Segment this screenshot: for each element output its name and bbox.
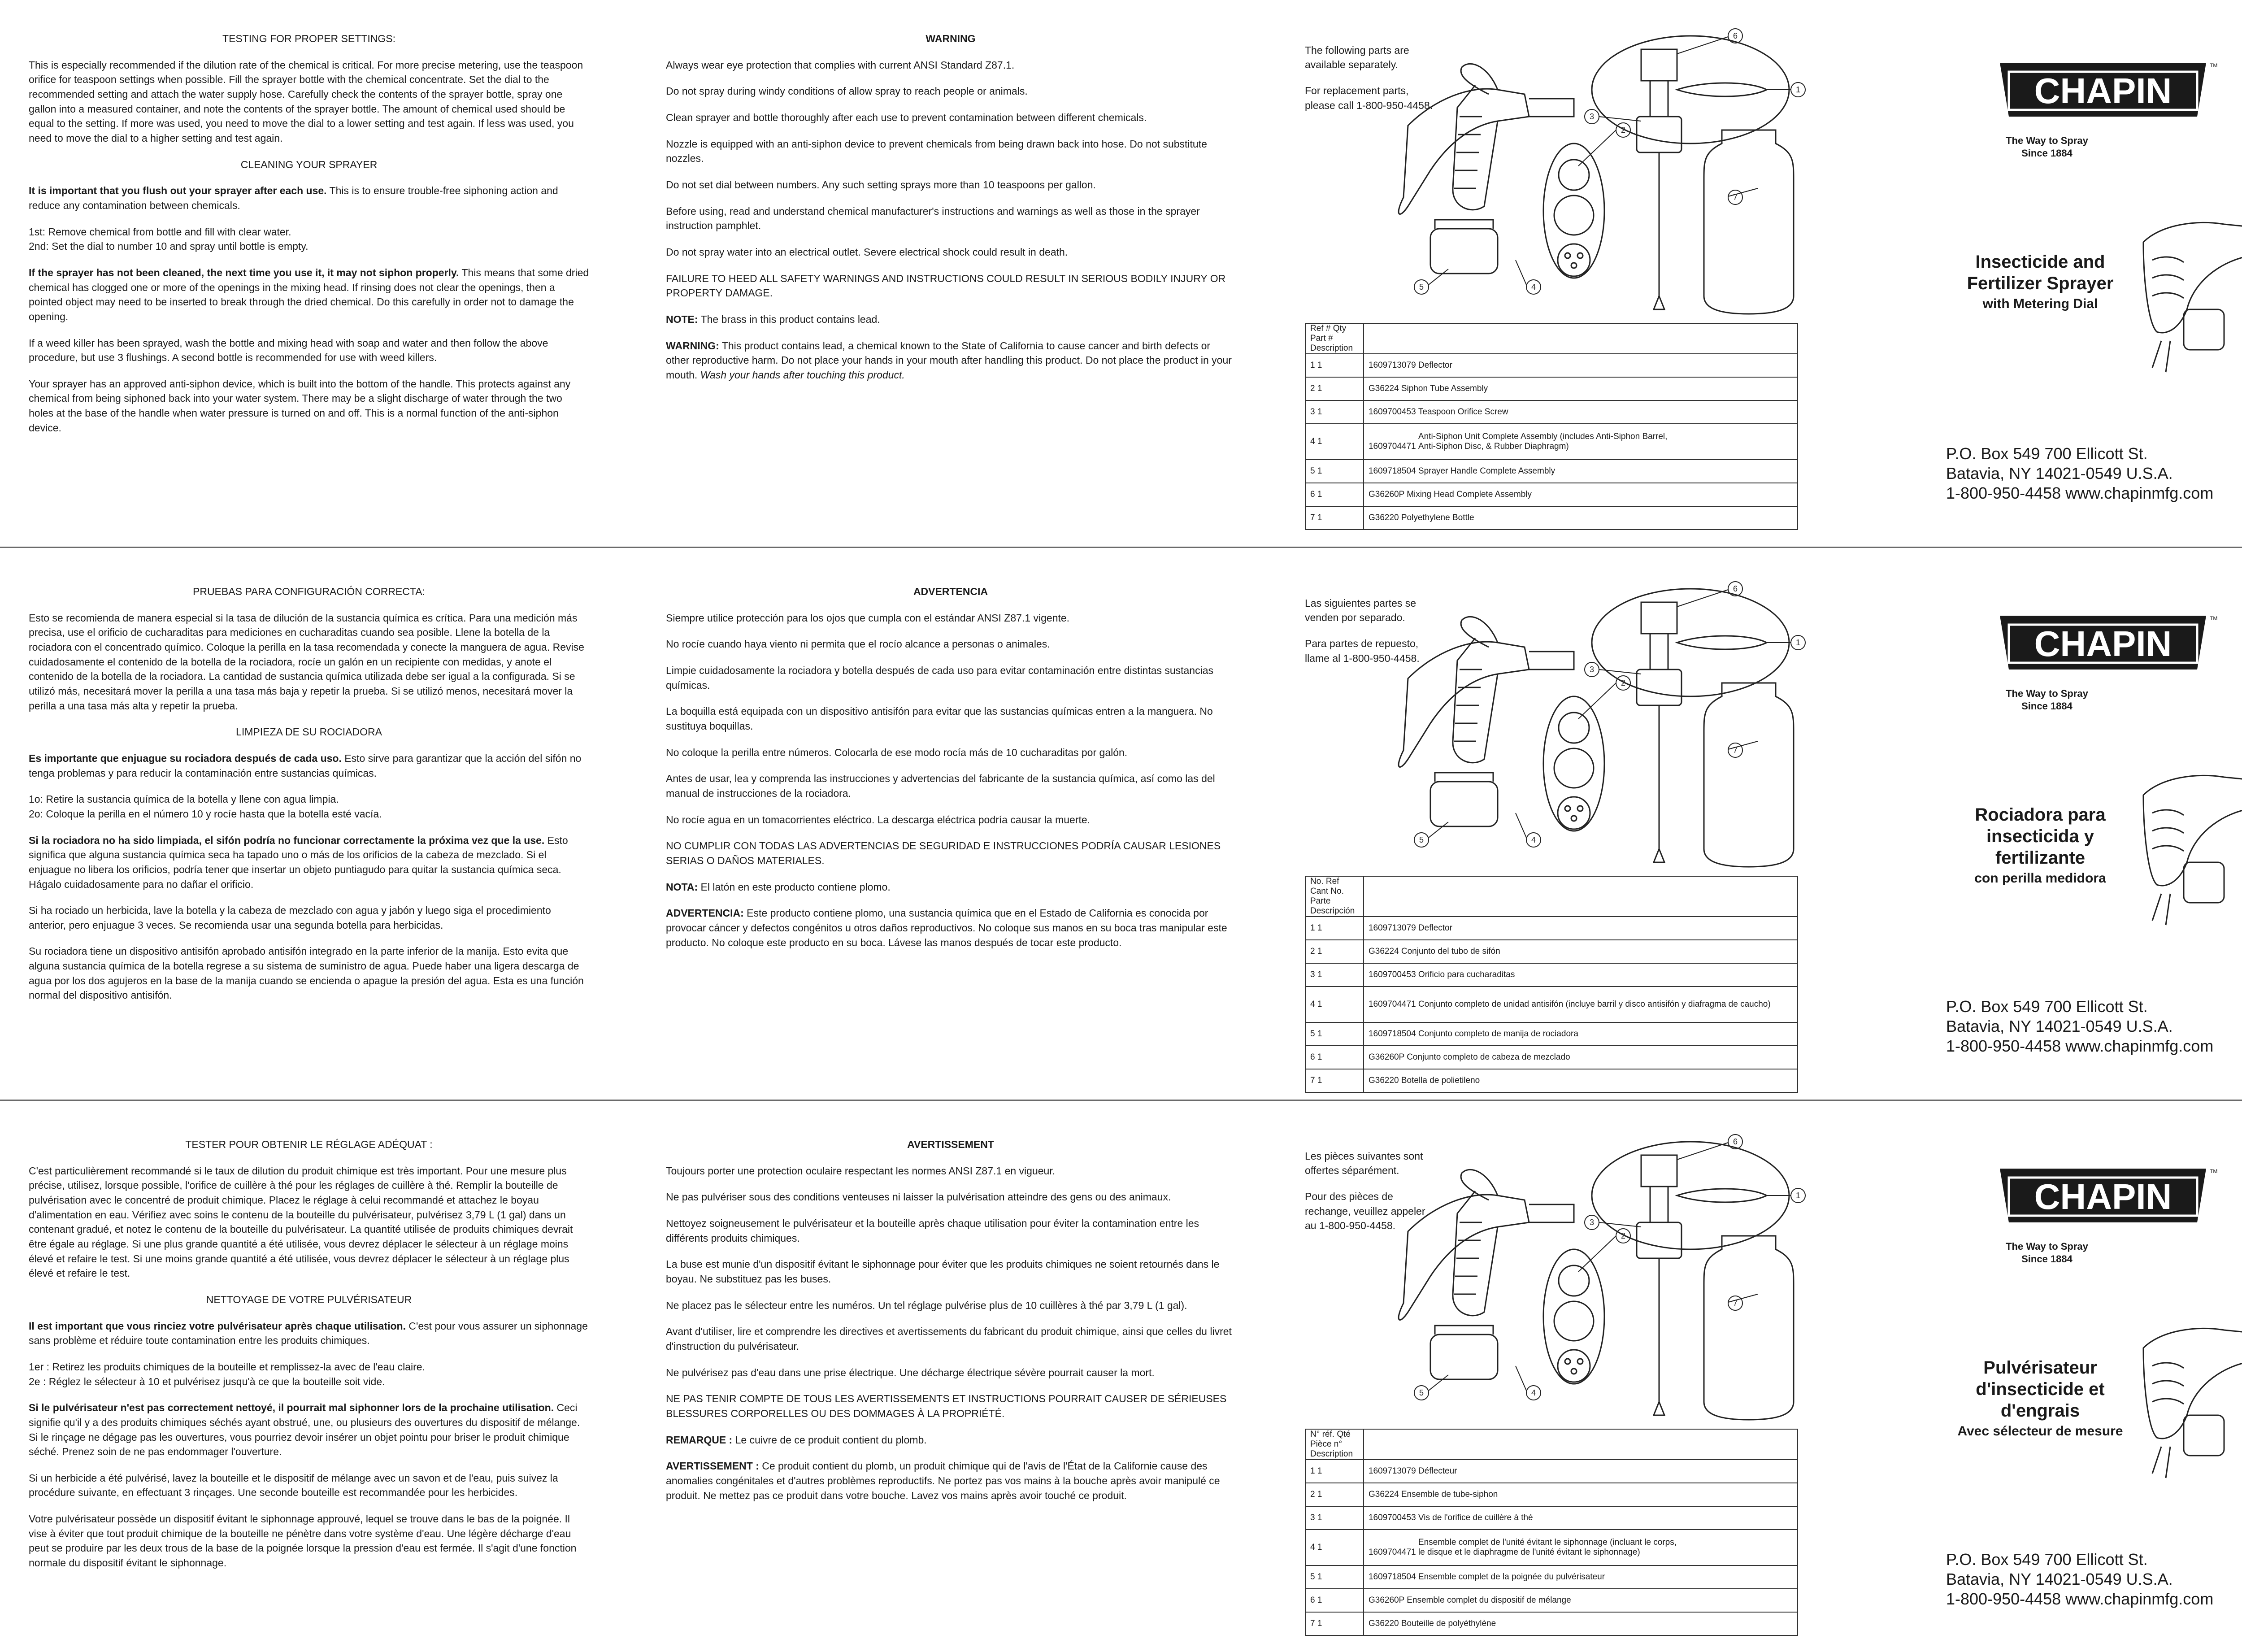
warning-item: NE PAS TENIR COMPTE DE TOUS LES AVERTISSEMENTS ET INSTRUCTIONS POURRAIT CAUSER DE SÉRIEUSES BLESSURES CORPORELLES OU DES DOMMAGES À LA PROPRIÉTÉ. (666, 1393, 1227, 1419)
part-qty: 1 (1317, 1619, 1322, 1628)
logo-wordmark: CHAPIN (2034, 1177, 2172, 1217)
logo-wordmark: CHAPIN (2034, 624, 2172, 664)
callout-4: 4 (1531, 283, 1536, 291)
warning-item: Ne pulvérisez pas d'eau dans une prise électrique. Une décharge électrique sévère pourrait causer la mort. (666, 1366, 1155, 1378)
anti-siphon-paragraph: Votre pulvérisateur possède un dispositif évitant le siphonnage approuvé, lequel se trouve dans le bas de la poignée. Il vise à éviter que tout produit chimique de la bouteille ne pénètre dans votre système d'eau. Une légère décharge d'eau peut se produire par les deux trous de la base de la poignée lorsque la pression d'eau est fermée. Il s'agit d'une fonction normale du dispositif évitant le siphonnage. (29, 1513, 577, 1569)
weed-killer-paragraph: Si un herbicide a été pulvérisé, lavez la bouteille et le dispositif de mélange avec un savon et de l'eau, puis suivez la procédure suivante, en effectuant 3 rinçages. Une seconde bouteille est recommandée pour les herbicides. (29, 1472, 558, 1499)
weed-killer-paragraph: Si ha rociado un herbicida, lave la botella y la cabeza de mezclado con agua y jabón y luego siga el procedimiento anterior, pero enjuague 3 veces. Se recomienda usar una segunda botella para herbicidas. (29, 904, 551, 931)
not-clean-paragraph: Si la rociadora no ha sido limpiada, el sifón podría no funcionar correctamente la próxima vez que la use. Esto significa que alguna sustancia química seca ha tapado uno o más de los orificios de la cabeza de mezclado. Si el enjuague no libera los orificios, podría tener que insertar un objeto puntiagudo para quitar la sustancia química seca. Hágalo cuidadosamente para no dañar el orificio. (29, 834, 568, 890)
part-qty: 1 (1317, 384, 1322, 393)
parts-table-header (1305, 1429, 1798, 1460)
parts-table-row (1305, 424, 1798, 460)
part-ref: 7 (1310, 1076, 1317, 1085)
sprayer-in-hand-illustration (2134, 741, 2242, 1028)
parts-table-row (1305, 1460, 1798, 1483)
product-title: Pulvérisateur d'insecticide et d'engrais (1976, 1358, 2105, 1421)
warning-item: La boquilla está equipada con un dispositivo antisifón para evitar que las sustancias químicas entren a la manguera. No sustituya boquillas. (666, 705, 1213, 732)
parts-table-row (1305, 1046, 1798, 1069)
callout-4: 4 (1531, 1388, 1536, 1397)
part-number: 1609713079 (1368, 361, 1418, 370)
parts-detail-cell (1364, 1612, 1798, 1635)
part-description: Ensemble complet du dispositif de mélange (1407, 1595, 1571, 1605)
trademark-mark: TM (2210, 615, 2218, 622)
parts-phone-text: For replacement parts, please call 1-800-950-4458. (1305, 85, 1433, 111)
callout-1: 1 (1795, 85, 1801, 94)
part-ref: 2 (1310, 1490, 1317, 1499)
exploded-parts-diagram (1381, 27, 1812, 314)
callout-1: 1 (1795, 1191, 1801, 1200)
part-description: Déflecteur (1418, 1466, 1457, 1476)
part-number: G36220 (1368, 1619, 1401, 1628)
part-qty: 1 (1317, 1572, 1322, 1582)
part-ref: 2 (1310, 384, 1317, 393)
parts-ref-cell (1305, 377, 1364, 400)
part-ref: 1 (1310, 1466, 1317, 1476)
warning-item: Do not spray water into an electrical outlet. Severe electrical shock could result in death. (666, 246, 1068, 258)
part-qty: 1 (1317, 361, 1322, 370)
part-qty: 1 (1317, 970, 1322, 979)
part-qty: 1 (1317, 466, 1322, 476)
chapin-logo (1991, 1160, 2218, 1243)
warning-heading: ADVERTENCIA (913, 586, 988, 597)
callout-3: 3 (1589, 1218, 1595, 1227)
part-number: G36220 (1368, 513, 1401, 522)
parts-header-ref-qty: N° réf. Qté Pièce n° Description (1305, 1429, 1364, 1460)
parts-detail-cell (1364, 377, 1798, 400)
part-description: Ensemble complet de la poignée du pulvérisateur (1418, 1572, 1605, 1582)
parts-detail-cell (1364, 1565, 1798, 1589)
part-description: Conjunto completo de manija de rociadora (1418, 1029, 1578, 1039)
flush-paragraph: It is important that you flush out your sprayer after each use. This is to ensure trouble-free siphoning action and reduce any contamination between chemicals. (29, 185, 558, 211)
part-ref: 3 (1310, 1513, 1317, 1522)
settings-heading: TESTER POUR OBTENIR LE RÉGLAGE ADÉQUAT : (185, 1139, 433, 1150)
anti-siphon-paragraph: Your sprayer has an approved anti-siphon device, which is built into the bottom of the handle. This protects against any chemical from being siphoned back into your water system. There may be a slight discharge of water through the two holes at the base of the handle when water pressure is turned on and off. This is a normal function of the anti-siphon device. (29, 378, 571, 434)
part-ref: 5 (1310, 1572, 1317, 1582)
product-subtitle: with Metering Dial (1982, 296, 2098, 311)
part-description: Siphon Tube Assembly (1401, 384, 1488, 393)
chapin-logo (1991, 607, 2218, 690)
parts-ref-cell (1305, 1460, 1364, 1483)
trademark-mark: TM (2210, 62, 2218, 69)
part-qty: 1 (1317, 1029, 1322, 1039)
part-qty: 1 (1317, 490, 1322, 499)
callout-4: 4 (1531, 835, 1536, 844)
part-ref: 4 (1310, 1000, 1317, 1009)
part-description: Sprayer Handle Complete Assembly (1418, 466, 1555, 476)
warning-item: Ne pas pulvériser sous des conditions venteuses ni laisser la pulvérisation atteindre des gens ou des animaux. (666, 1191, 1171, 1203)
settings-heading: TESTING FOR PROPER SETTINGS: (222, 33, 395, 44)
parts-table-row (1305, 1589, 1798, 1612)
parts-header-desc (1364, 1429, 1798, 1460)
parts-table (1305, 1429, 1798, 1636)
part-number: 1609713079 (1368, 923, 1418, 933)
callout-6: 6 (1733, 1137, 1738, 1146)
parts-table-row (1305, 1506, 1798, 1530)
warnings-column (666, 1137, 1235, 1514)
parts-ref-cell (1305, 1022, 1364, 1046)
parts-table-row (1305, 917, 1798, 940)
not-clean-paragraph: Si le pulvérisateur n'est pas correctement nettoyé, il pourrait mal siphonner lors de la prochaine utilisation. Ceci signifie qu'il y a des produits chimiques séchés ayant obstrué, une, ou plusieurs des ouvertures du dispositif de mélange. Si le rinçage ne dégage pas les ouvertures, vous pourriez devoir insérer un objet pointu pour briser le produit chimique séché. Prenez soin de ne pas endommager l'ouverture. (29, 1402, 580, 1458)
parts-ref-cell (1305, 460, 1364, 483)
part-ref: 5 (1310, 466, 1317, 476)
part-ref: 3 (1310, 407, 1317, 417)
parts-detail-cell (1364, 1069, 1798, 1092)
parts-ref-cell (1305, 483, 1364, 506)
exploded-parts-diagram (1381, 1133, 1812, 1420)
parts-ref-cell (1305, 963, 1364, 987)
lead-warning-paragraph: AVERTISSEMENT : Ce produit contient du plomb, un produit chimique qui de l'avis de l'État de la Californie cause des anomalies congénitales et d'autres problèmes reproductifs. Ne portez pas vos mains à la bouche après avoir manipulé ce produit. Ne mettez pas ce produit dans votre bouche. Lavez vos mains après avoir touché ce produit. (666, 1460, 1220, 1501)
parts-detail-cell (1364, 460, 1798, 483)
parts-detail-cell (1364, 1506, 1798, 1530)
parts-phone-text: Pour des pièces de rechange, veuillez appeler au 1-800-950-4458. (1305, 1191, 1425, 1231)
parts-table-row (1305, 1483, 1798, 1506)
product-subtitle: Avec sélecteur de mesure (1957, 1424, 2123, 1439)
parts-ref-cell (1305, 1069, 1364, 1092)
parts-detail-cell (1364, 1022, 1798, 1046)
part-number: 1609700453 (1368, 407, 1418, 417)
part-number: 1609718504 (1368, 1029, 1418, 1039)
panel-divider (0, 547, 2242, 548)
cleaning-heading: LIMPIEZA DE SU ROCIADORA (236, 726, 382, 738)
parts-ref-cell (1305, 987, 1364, 1022)
part-qty: 1 (1317, 1466, 1322, 1476)
part-description: Botella de polietileno (1401, 1076, 1480, 1085)
part-number: 1609718504 (1368, 466, 1418, 476)
document-title (2233, 598, 2242, 663)
parts-ref-cell (1305, 917, 1364, 940)
parts-table-row (1305, 1022, 1798, 1046)
weed-killer-paragraph: If a weed killer has been sprayed, wash the bottle and mixing head with soap and water and then follow the above procedure, but use 3 flushings. A second bottle is recommended for use with weed killers. (29, 337, 548, 364)
callout-6: 6 (1733, 584, 1738, 593)
settings-paragraph: C'est particulièrement recommandé si le taux de dilution du produit chimique est très important. Pour une mesure plus précise, utilisez, lorsque possible, l'orifice de cuillère à thé pour les réglages de cuillère à thé. Remplir la bouteille de pulvérisation avec le concentré de produit chimique. Placez le réglage à celui recommandé et attachez le boyau d'alimentation en eau. Vérifiez avec soins le contenu de la bouteille du pulvérisateur, pulvérisez 3,79 L (1 gal) dans un contenant gradué, et notez le contenu de la bouteille du pulvérisateur. La quantité utilisée de produits chimiques devrait être égale au réglage. Si une plus grande quantité a été utilisée, vous devrez déplacer le sélecteur à un réglage moins élevé et refaire le test. Si une moins grande quantité a été utilisée, vous devrez déplacer le sélecteur à un réglage plus élevé et refaire le test. (29, 1165, 573, 1279)
callout-2: 2 (1621, 1231, 1626, 1240)
part-qty: 1 (1317, 407, 1322, 417)
callout-7: 7 (1733, 193, 1738, 202)
part-number: 1609704471 (1368, 1000, 1418, 1009)
part-number: 1609704471 (1368, 1548, 1418, 1557)
language-panel-en (0, 0, 2242, 546)
warning-item: No coloque la perilla entre números. Colocarla de ese modo rocía más de 10 cucharaditas por galón. (666, 746, 1128, 758)
parts-ref-cell (1305, 1046, 1364, 1069)
parts-table-row (1305, 1565, 1798, 1589)
part-ref: 6 (1310, 490, 1317, 499)
part-ref: 7 (1310, 513, 1317, 522)
part-qty: 1 (1317, 1595, 1322, 1605)
logo-wordmark: CHAPIN (2034, 71, 2172, 111)
part-qty: 1 (1317, 947, 1322, 956)
steps-paragraph: 1er : Retirez les produits chimiques de la bouteille et remplissez-la avec de l'eau claire. 2e : Réglez le sélecteur à 10 et pulvérisez jusqu'à ce que la bouteille soit vide. (29, 1361, 425, 1387)
part-qty: 1 (1317, 437, 1322, 446)
callout-5: 5 (1419, 283, 1424, 291)
part-number: G36224 (1368, 1490, 1401, 1499)
part-ref: 3 (1310, 970, 1317, 979)
part-qty: 1 (1317, 1052, 1322, 1062)
not-clean-paragraph: If the sprayer has not been cleaned, the next time you use it, it may not siphon properly. This means that some dried chemical has clogged one or more of the openings in the mixing head. If rinsing does not clear the openings, then a pointed object may need to be inserted to break through the dried chemical. Do this carefully in order not to damage the opening. (29, 266, 589, 322)
warning-item: Avant d'utiliser, lire et comprendre les directives et avertissements du fabricant du produit chimique, ainsi que celles du livret d'instruction du pulvérisateur. (666, 1326, 1232, 1352)
part-description: Conjunto completo de cabeza de mezclado (1407, 1052, 1570, 1062)
language-panel-fr (0, 1106, 2242, 1652)
callout-6: 6 (1733, 31, 1738, 40)
part-number: G36260P (1368, 1052, 1407, 1062)
parts-ref-cell (1305, 1483, 1364, 1506)
callout-2: 2 (1621, 126, 1626, 135)
part-number: 1609713079 (1368, 1466, 1418, 1476)
lead-warning-paragraph: ADVERTENCIA: Este producto contiene plomo, una sustancia química que en el Estado de California es conocida por provocar cáncer y defectos congénitos u otros daños reproductivos. No coloque sus manos en su boca tras manipular este producto. No coloque este producto en su boca. Lávese las manos después de tocar este producto. (666, 907, 1227, 948)
document-title (2233, 45, 2242, 110)
part-number: 1609700453 (1368, 970, 1418, 979)
anti-siphon-paragraph: Su rociadora tiene un dispositivo antisifón aprobado antisifón integrado en la parte inferior de la manija. Esto evita que alguna sustancia química de la botella regrese a su sistema de suministro de agua. Puede haber una ligera descarga de agua por los dos agujeros en la base de la manija cuando se encienda o apague la presión del agua. Esta es una función normal del dispositivo antisifón. (29, 945, 584, 1001)
parts-detail-cell (1364, 424, 1798, 460)
part-description: Ensemble de tube-siphon (1401, 1490, 1498, 1499)
part-number: 1609718504 (1368, 1572, 1418, 1582)
product-title: Rociadora para insecticida y fertilizante (1975, 805, 2106, 868)
part-number: 1609700453 (1368, 1513, 1418, 1522)
part-description: Vis de l'orifice de cuillère à thé (1418, 1513, 1533, 1522)
parts-table (1305, 876, 1798, 1093)
parts-ref-cell (1305, 1589, 1364, 1612)
chapin-logo (1991, 54, 2218, 137)
parts-table-row (1305, 963, 1798, 987)
parts-phone-text: Para partes de repuesto, llame al 1-800-950-4458. (1305, 638, 1420, 664)
instructions-column (29, 1137, 589, 1582)
part-description: Polyethylene Bottle (1401, 513, 1474, 522)
part-description: Deflector (1418, 923, 1452, 933)
callout-7: 7 (1733, 1299, 1738, 1308)
parts-detail-cell (1364, 940, 1798, 963)
settings-paragraph: Esto se recomienda de manera especial si la tasa de dilución de la sustancia química es crítica. Para una medición más precisa, use el orificio de cucharaditas para mediciones en cucharaditas cuando sea posible. Llene la botella de la rociadora con el concentrado químico. Coloque la perilla en la tasa recomendada y conecte la manguera de agua. Revise cuidadosamente el contenido de la botella de la rociadora, rocíe un galón en un recipiente con medidas, y anote el contenido de la botella de la rociadora. La cantidad de sustancia química utilizada debe ser igual a la configurada. Si se utilizó más, necesitará mover la perilla a una tasa más baja y repetir la prueba. Si se utilizó menos, necesitará mover la perilla a una tasa más alta y repetir la prueba. (29, 612, 584, 712)
part-number: G36224 (1368, 384, 1401, 393)
parts-header-ref-qty: Ref # Qty Part # Description (1305, 323, 1364, 354)
warning-item: Siempre utilice protección para los ojos que cumpla con el estándar ANSI Z87.1 vigente. (666, 612, 1070, 624)
callout-7: 7 (1733, 746, 1738, 755)
parts-header-desc (1364, 876, 1798, 917)
warning-item: NO CUMPLIR CON TODAS LAS ADVERTENCIAS DE SEGURIDAD E INSTRUCCIONES PODRÍA CAUSAR LESIONES SERIAS O DAÑOS MATERIALES. (666, 840, 1221, 866)
part-ref: 4 (1310, 1543, 1317, 1552)
parts-table-row (1305, 987, 1798, 1022)
warning-item: Nettoyez soigneusement le pulvérisateur et la bouteille après chaque utilisation pour éviter la contamination entre les différents produits chimiques. (666, 1217, 1199, 1244)
part-description: Ensemble complet de l'unité évitant le siphonnage (incluant le corps, le disque et le diaphragme de l'unité évitant le siphonnage) (1418, 1538, 1677, 1557)
warning-item: Limpie cuidadosamente la rociadora y botella después de cada uso para evitar contaminación entre distintas sustancias químicas. (666, 664, 1213, 691)
settings-paragraph: This is especially recommended if the dilution rate of the chemical is critical. For more precise metering, use the teaspoon orifice for teaspoon settings when possible. Fill the sprayer bottle with the chemical concentrate. Set the dial to the recommended setting and attach the water supply hose. Carefully check the contents of the sprayer bottle, spray one gallon into a measured container, and note the contents of the sprayer bottle. The amount of chemical used should be equal to the setting. If more was used, you need to move the dial to a lower setting and test again. If less was used, you need to move the dial to a higher setting and test again. (29, 59, 583, 144)
part-number: G36220 (1368, 1076, 1401, 1085)
product-name (1937, 1357, 2143, 1439)
warning-item: No rocíe agua en un tomacorrientes eléctrico. La descarga eléctrica podría causar la muerte. (666, 813, 1091, 826)
warning-item: Toujours porter une protection oculaire respectant les normes ANSI Z87.1 en vigueur. (666, 1165, 1056, 1177)
parts-ref-cell (1305, 1612, 1364, 1635)
parts-note-text: Les pièces suivantes sont offertes séparément. (1305, 1150, 1423, 1177)
note-paragraph: NOTA: El latón en este producto contiene plomo. (666, 881, 891, 893)
warning-item: Ne placez pas le sélecteur entre les numéros. Un tel réglage pulvérise plus de 10 cuillères à thé par 3,79 L (1 gal). (666, 1299, 1187, 1311)
parts-table (1305, 323, 1798, 530)
parts-detail-cell (1364, 1589, 1798, 1612)
part-ref: 6 (1310, 1595, 1317, 1605)
part-ref: 2 (1310, 947, 1317, 956)
parts-ref-cell (1305, 424, 1364, 460)
part-description: Bouteille de polyéthylène (1401, 1619, 1496, 1628)
parts-table-row (1305, 506, 1798, 530)
parts-detail-cell (1364, 1483, 1798, 1506)
callout-3: 3 (1589, 665, 1595, 674)
part-description: Mixing Head Complete Assembly (1407, 490, 1532, 499)
warning-item: La buse est munie d'un dispositif évitant le siphonnage pour éviter que les produits chimiques ne soient retournés dans le boyau. Ne substituez pas les buses. (666, 1258, 1220, 1285)
sprayer-in-hand-illustration (2134, 188, 2242, 475)
parts-detail-cell (1364, 963, 1798, 987)
parts-table-row (1305, 354, 1798, 377)
part-ref: 1 (1310, 923, 1317, 933)
cleaning-heading: NETTOYAGE DE VOTRE PULVÉRISATEUR (206, 1293, 412, 1305)
part-ref: 6 (1310, 1052, 1317, 1062)
warning-item: Always wear eye protection that complies with current ANSI Standard Z87.1. (666, 59, 1015, 71)
note-paragraph: NOTE: The brass in this product contains lead. (666, 313, 880, 325)
parts-note-text: The following parts are available separately. (1305, 44, 1409, 71)
parts-table-row (1305, 377, 1798, 400)
parts-header-desc (1364, 323, 1798, 354)
part-description: Deflector (1418, 361, 1452, 370)
parts-detail-cell (1364, 483, 1798, 506)
parts-table-row (1305, 940, 1798, 963)
parts-ref-cell (1305, 506, 1364, 530)
steps-paragraph: 1o: Retire la sustancia química de la botella y llene con agua limpia. 2o: Coloque la perilla en el número 10 y rocíe hasta que la botella esté vacía. (29, 793, 382, 820)
part-qty: 1 (1317, 923, 1322, 933)
instructions-column (29, 584, 589, 1014)
part-description: Teaspoon Orifice Screw (1418, 407, 1508, 417)
product-subtitle: con perilla medidora (1974, 871, 2106, 886)
panel-divider (0, 1100, 2242, 1101)
part-ref: 5 (1310, 1029, 1317, 1039)
sprayer-in-hand-illustration (2134, 1294, 2242, 1581)
lead-warning-paragraph: WARNING: This product contains lead, a chemical known to the State of California to cause cancer and birth defects or other reproductive harm. Do not place your hands in your mouth after handling this product. Do not place the product in your mouth. Wash your hands after touching this product. (666, 339, 1232, 381)
brand-tagline: The Way to Spray Since 1884 (2006, 1241, 2088, 1265)
part-ref: 4 (1310, 437, 1317, 446)
warning-item: Before using, read and understand chemical manufacturer's instructions and warnings as well as those in the sprayer instruction pamphlet. (666, 205, 1200, 232)
parts-table-row (1305, 460, 1798, 483)
parts-detail-cell (1364, 506, 1798, 530)
parts-detail-cell (1364, 1460, 1798, 1483)
part-qty: 1 (1317, 513, 1322, 522)
warnings-column (666, 584, 1235, 961)
callout-1: 1 (1795, 638, 1801, 647)
parts-ref-cell (1305, 1506, 1364, 1530)
parts-ref-cell (1305, 400, 1364, 424)
parts-detail-cell (1364, 1046, 1798, 1069)
language-panel-es (0, 553, 2242, 1099)
warning-item: Clean sprayer and bottle thoroughly after each use to prevent contamination between different chemicals. (666, 111, 1147, 123)
part-number: G36260P (1368, 1595, 1407, 1605)
company-address: P.O. Box 549 700 Ellicott St. Batavia, NY 14021-0549 U.S.A. 1-800-950-4458 www.chapinmfg.com (1946, 444, 2214, 502)
product-name (1937, 804, 2143, 887)
part-ref: 1 (1310, 361, 1317, 370)
flush-paragraph: Il est important que vous rinciez votre pulvérisateur après chaque utilisation. C'est pour vous assurer un siphonnage sans problème et réduire toute contamination entre les produits chimiques. (29, 1320, 588, 1347)
warning-item: No rocíe cuando haya viento ni permita que el rocío alcance a personas o animales. (666, 638, 1050, 650)
part-number: G36260P (1368, 490, 1407, 499)
warnings-column (666, 31, 1235, 394)
warning-heading: WARNING (925, 33, 976, 44)
part-description: Conjunto completo de unidad antisifón (incluye barril y disco antisifón y diafragma de caucho) (1418, 1000, 1771, 1009)
steps-paragraph: 1st: Remove chemical from bottle and fill with clear water. 2nd: Set the dial to number 10 and spray until bottle is empty. (29, 226, 308, 252)
warning-heading: AVERTISSEMENT (907, 1139, 994, 1150)
brand-tagline: The Way to Spray Since 1884 (2006, 135, 2088, 159)
warning-item: Do not spray during windy conditions of allow spray to reach people or animals. (666, 85, 1028, 97)
callout-3: 3 (1589, 112, 1595, 121)
trademark-mark: TM (2210, 1168, 2218, 1174)
part-qty: 1 (1317, 1000, 1322, 1009)
callout-2: 2 (1621, 678, 1626, 687)
parts-detail-cell (1364, 1530, 1798, 1565)
parts-header-ref-qty: No. Ref Cant No. Parte Descripción (1305, 876, 1364, 917)
part-number: G36224 (1368, 947, 1401, 956)
note-paragraph: REMARQUE : Le cuivre de ce produit contient du plomb. (666, 1434, 927, 1446)
callout-5: 5 (1419, 1388, 1424, 1397)
parts-ref-cell (1305, 1530, 1364, 1565)
parts-detail-cell (1364, 400, 1798, 424)
company-address: P.O. Box 549 700 Ellicott St. Batavia, NY 14021-0549 U.S.A. 1-800-950-4458 www.chapinmfg.com (1946, 1550, 2214, 1608)
flush-paragraph: Es importante que enjuague su rociadora después de cada uso. Esto sirve para garantizar que la acción del sifón no tenga problemas y para reducir la contaminación entre sustancias químicas. (29, 752, 582, 779)
warning-item: Antes de usar, lea y comprenda las instrucciones y advertencias del fabricante de la sustancia química, así como las del manual de instrucciones de la rociadora. (666, 773, 1215, 799)
part-qty: 1 (1317, 1076, 1322, 1085)
product-title: Insecticide and Fertilizer Sprayer (1967, 252, 2114, 293)
part-qty: 1 (1317, 1513, 1322, 1522)
part-ref: 7 (1310, 1619, 1317, 1628)
warning-item: Do not set dial between numbers. Any such setting sprays more than 10 teaspoons per gallon. (666, 178, 1096, 191)
product-name (1937, 251, 2143, 312)
exploded-parts-diagram (1381, 580, 1812, 867)
part-qty: 1 (1317, 1490, 1322, 1499)
parts-detail-cell (1364, 987, 1798, 1022)
parts-table-row (1305, 483, 1798, 506)
warning-item: Nozzle is equipped with an anti-siphon device to prevent chemicals from being drawn back into hose. Do not substitute nozzles. (666, 138, 1207, 165)
part-qty: 1 (1317, 1543, 1322, 1552)
brand-tagline: The Way to Spray Since 1884 (2006, 688, 2088, 712)
cleaning-heading: CLEANING YOUR SPRAYER (240, 158, 378, 170)
parts-ref-cell (1305, 940, 1364, 963)
parts-detail-cell (1364, 354, 1798, 377)
callout-5: 5 (1419, 835, 1424, 844)
parts-ref-cell (1305, 354, 1364, 377)
part-description: Orificio para cucharaditas (1418, 970, 1515, 979)
part-description: Anti-Siphon Unit Complete Assembly (includes Anti-Siphon Barrel, Anti-Siphon Disc, & Rubber Diaphragm) (1418, 432, 1668, 451)
parts-table-header (1305, 876, 1798, 917)
parts-table-row (1305, 400, 1798, 424)
part-number: 1609704471 (1368, 442, 1418, 451)
part-description: Conjunto del tubo de sifón (1401, 947, 1500, 956)
parts-detail-cell (1364, 917, 1798, 940)
document-title (2233, 1151, 2242, 1216)
instructions-column (29, 31, 589, 447)
parts-table-row (1305, 1530, 1798, 1565)
settings-heading: PRUEBAS PARA CONFIGURACIÓN CORRECTA: (193, 586, 425, 597)
parts-table-row (1305, 1612, 1798, 1635)
parts-table-row (1305, 1069, 1798, 1092)
parts-ref-cell (1305, 1565, 1364, 1589)
company-address: P.O. Box 549 700 Ellicott St. Batavia, NY 14021-0549 U.S.A. 1-800-950-4458 www.chapinmfg.com (1946, 997, 2214, 1055)
parts-table-header (1305, 323, 1798, 354)
warning-item: FAILURE TO HEED ALL SAFETY WARNINGS AND INSTRUCTIONS COULD RESULT IN SERIOUS BODILY INJURY OR PROPERTY DAMAGE. (666, 272, 1226, 299)
parts-note-text: Las siguientes partes se venden por separado. (1305, 597, 1416, 624)
